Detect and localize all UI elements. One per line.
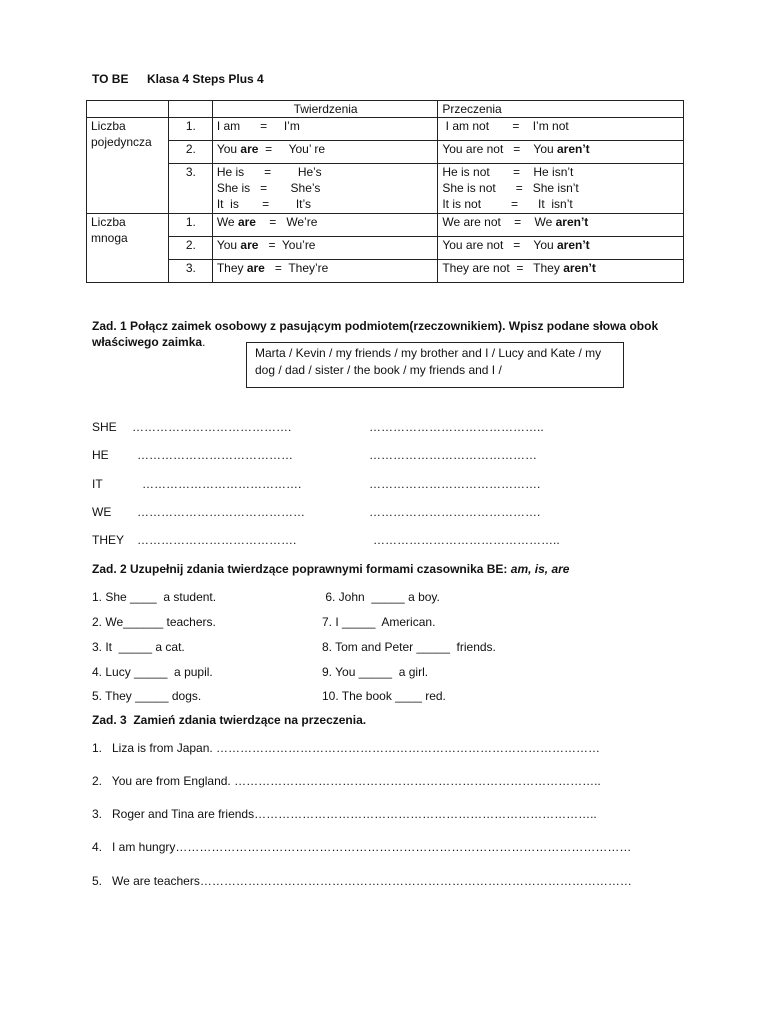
fill-in-sentence[interactable]: 6. John _____ a boy. [322,590,440,604]
pronoun-label: THEY [92,533,125,547]
answer-blank[interactable]: …………………………………… [137,505,305,519]
ex2-title [92,562,569,576]
ex1-title-line2-text: właściwego zaimka [92,335,203,349]
title-class: Klasa 4 Steps Plus 4 [147,72,264,86]
negative-cell [438,118,684,141]
emphasis-word: aren’t [563,261,596,275]
table-line: I am not = I’m not [442,119,569,133]
table-line: She is = She’s [216,181,321,195]
to-be-table [86,100,684,283]
emphasis-word: are [240,142,259,156]
pronoun-label: IT [92,477,103,491]
row-number: 2. [168,141,212,164]
fill-in-sentence[interactable]: 10. The book ____ red. [322,689,446,703]
negation-sentence[interactable]: 3. Roger and Tina are friends………………………………………………………………………….. [92,807,597,821]
answer-blank[interactable]: …………………………………. [142,477,302,491]
pronoun-label: SHE [92,420,117,434]
answer-blank[interactable]: ……………………………………. [369,477,541,491]
negative-cell [438,141,684,164]
table-row [87,214,684,237]
pronoun-label: WE [92,505,112,519]
table-line: We are = We’re [216,215,318,229]
emphasis-word: aren’t [557,142,590,156]
table-line: You are = You’ re [216,142,326,156]
table-row [87,118,684,141]
answer-blank[interactable]: …………………………………. [132,420,292,434]
title-to-be: TO BE [92,72,129,86]
fill-in-sentence[interactable]: 7. I _____ American. [322,615,436,629]
header-affirmative: Twierdzenia [212,101,438,118]
table-line: They are not = They aren’t [442,261,596,275]
emphasis-word: are [237,215,256,229]
ex1-title-line2 [92,335,205,349]
fill-in-sentence[interactable]: 8. Tom and Peter _____ friends. [322,640,496,654]
table-line: You are = You’re [216,238,316,252]
answer-blank[interactable]: ……………………………………. [369,505,541,519]
pronoun-label: HE [92,448,109,462]
answer-blank[interactable]: …………………………………….. [369,420,544,434]
answer-blank[interactable]: …………………………………. [137,533,297,547]
header-empty-cell [87,101,169,118]
answer-blank[interactable]: ……………………………………….. [373,533,560,547]
fill-in-sentence[interactable]: 1. She ____ a student. [92,590,217,604]
table-line: They are = They’re [216,261,329,275]
negation-sentence[interactable]: 1. Liza is from Japan. …………………………………………………………………………………… [92,741,601,755]
table-line: She is not = She isn’t [442,181,579,195]
row-number: 3. [168,164,212,214]
group-label: Liczba mnoga [87,214,169,283]
fill-in-sentence[interactable]: 2. We______ teachers. [92,615,216,629]
table-row [87,260,684,283]
affirmative-cell [212,118,438,141]
emphasis-word: aren’t [555,215,589,229]
ex1-title-line1: Zad. 1 Połącz zaimek osobowy z pasującym podmiotem(rzeczownikiem). Wpisz podane słowa obok [92,319,659,333]
table-line: It is not = It isn’t [442,197,573,211]
ex1-title-dot: . [202,335,206,349]
table-row [87,237,684,260]
table-header-row [87,101,684,118]
ex3-title: Zad. 3 Zamień zdania twierdzące na przeczenia. [92,713,367,727]
table-line: He is = He’s [216,165,322,179]
header-negative: Przeczenia [438,101,684,118]
emphasis-word: aren’t [557,238,590,252]
affirmative-cell [212,260,438,283]
emphasis-word: are [240,238,259,252]
table-line: He is not = He isn’t [442,165,574,179]
table-line: You are not = You aren’t [442,142,590,156]
fill-in-sentence[interactable]: 5. They _____ dogs. [92,689,202,703]
fill-in-sentence[interactable]: 9. You _____ a girl. [322,665,429,679]
table-row [87,164,684,214]
row-number: 3. [168,260,212,283]
answer-blank[interactable]: …………………………………… [369,448,537,462]
negation-sentence[interactable]: 5. We are teachers……………………………………………………………………………………………… [92,874,632,888]
negative-cell [438,260,684,283]
table-line: We are not = We aren’t [442,215,589,229]
fill-in-sentence[interactable]: 3. It _____ a cat. [92,640,185,654]
emphasis-word: are [246,261,265,275]
row-number: 1. [168,214,212,237]
negative-cell [438,164,684,214]
table-row [87,141,684,164]
row-number: 2. [168,237,212,260]
group-label: Liczba pojedyncza [87,118,169,214]
affirmative-cell [212,164,438,214]
affirmative-cell [212,237,438,260]
affirmative-cell [212,141,438,164]
negation-sentence[interactable]: 4. I am hungry…………………………………………………………………………………………………… [92,840,632,854]
ex2-title-text: Zad. 2 Uzupełnij zdania twierdzące poprawnymi formami czasownika BE: [92,562,511,576]
table-line: It is = It’s [216,197,311,211]
negative-cell [438,237,684,260]
affirmative-cell [212,214,438,237]
answer-blank[interactable]: ………………………………… [137,448,293,462]
header-num-cell [168,101,212,118]
word-bank-box: Marta / Kevin / my friends / my brother and I / Lucy and Kate / my dog / dad / sister / the book / my friends and I / [246,342,624,388]
negation-sentence[interactable]: 2. You are from England. ……………………………………………………………………………….. [92,774,601,788]
fill-in-sentence[interactable]: 4. Lucy _____ a pupil. [92,665,213,679]
table-line: I am = I’m [216,119,300,133]
ex2-forms: am, is, are [510,562,570,576]
table-line: You are not = You aren’t [442,238,590,252]
negative-cell [438,214,684,237]
row-number: 1. [168,118,212,141]
